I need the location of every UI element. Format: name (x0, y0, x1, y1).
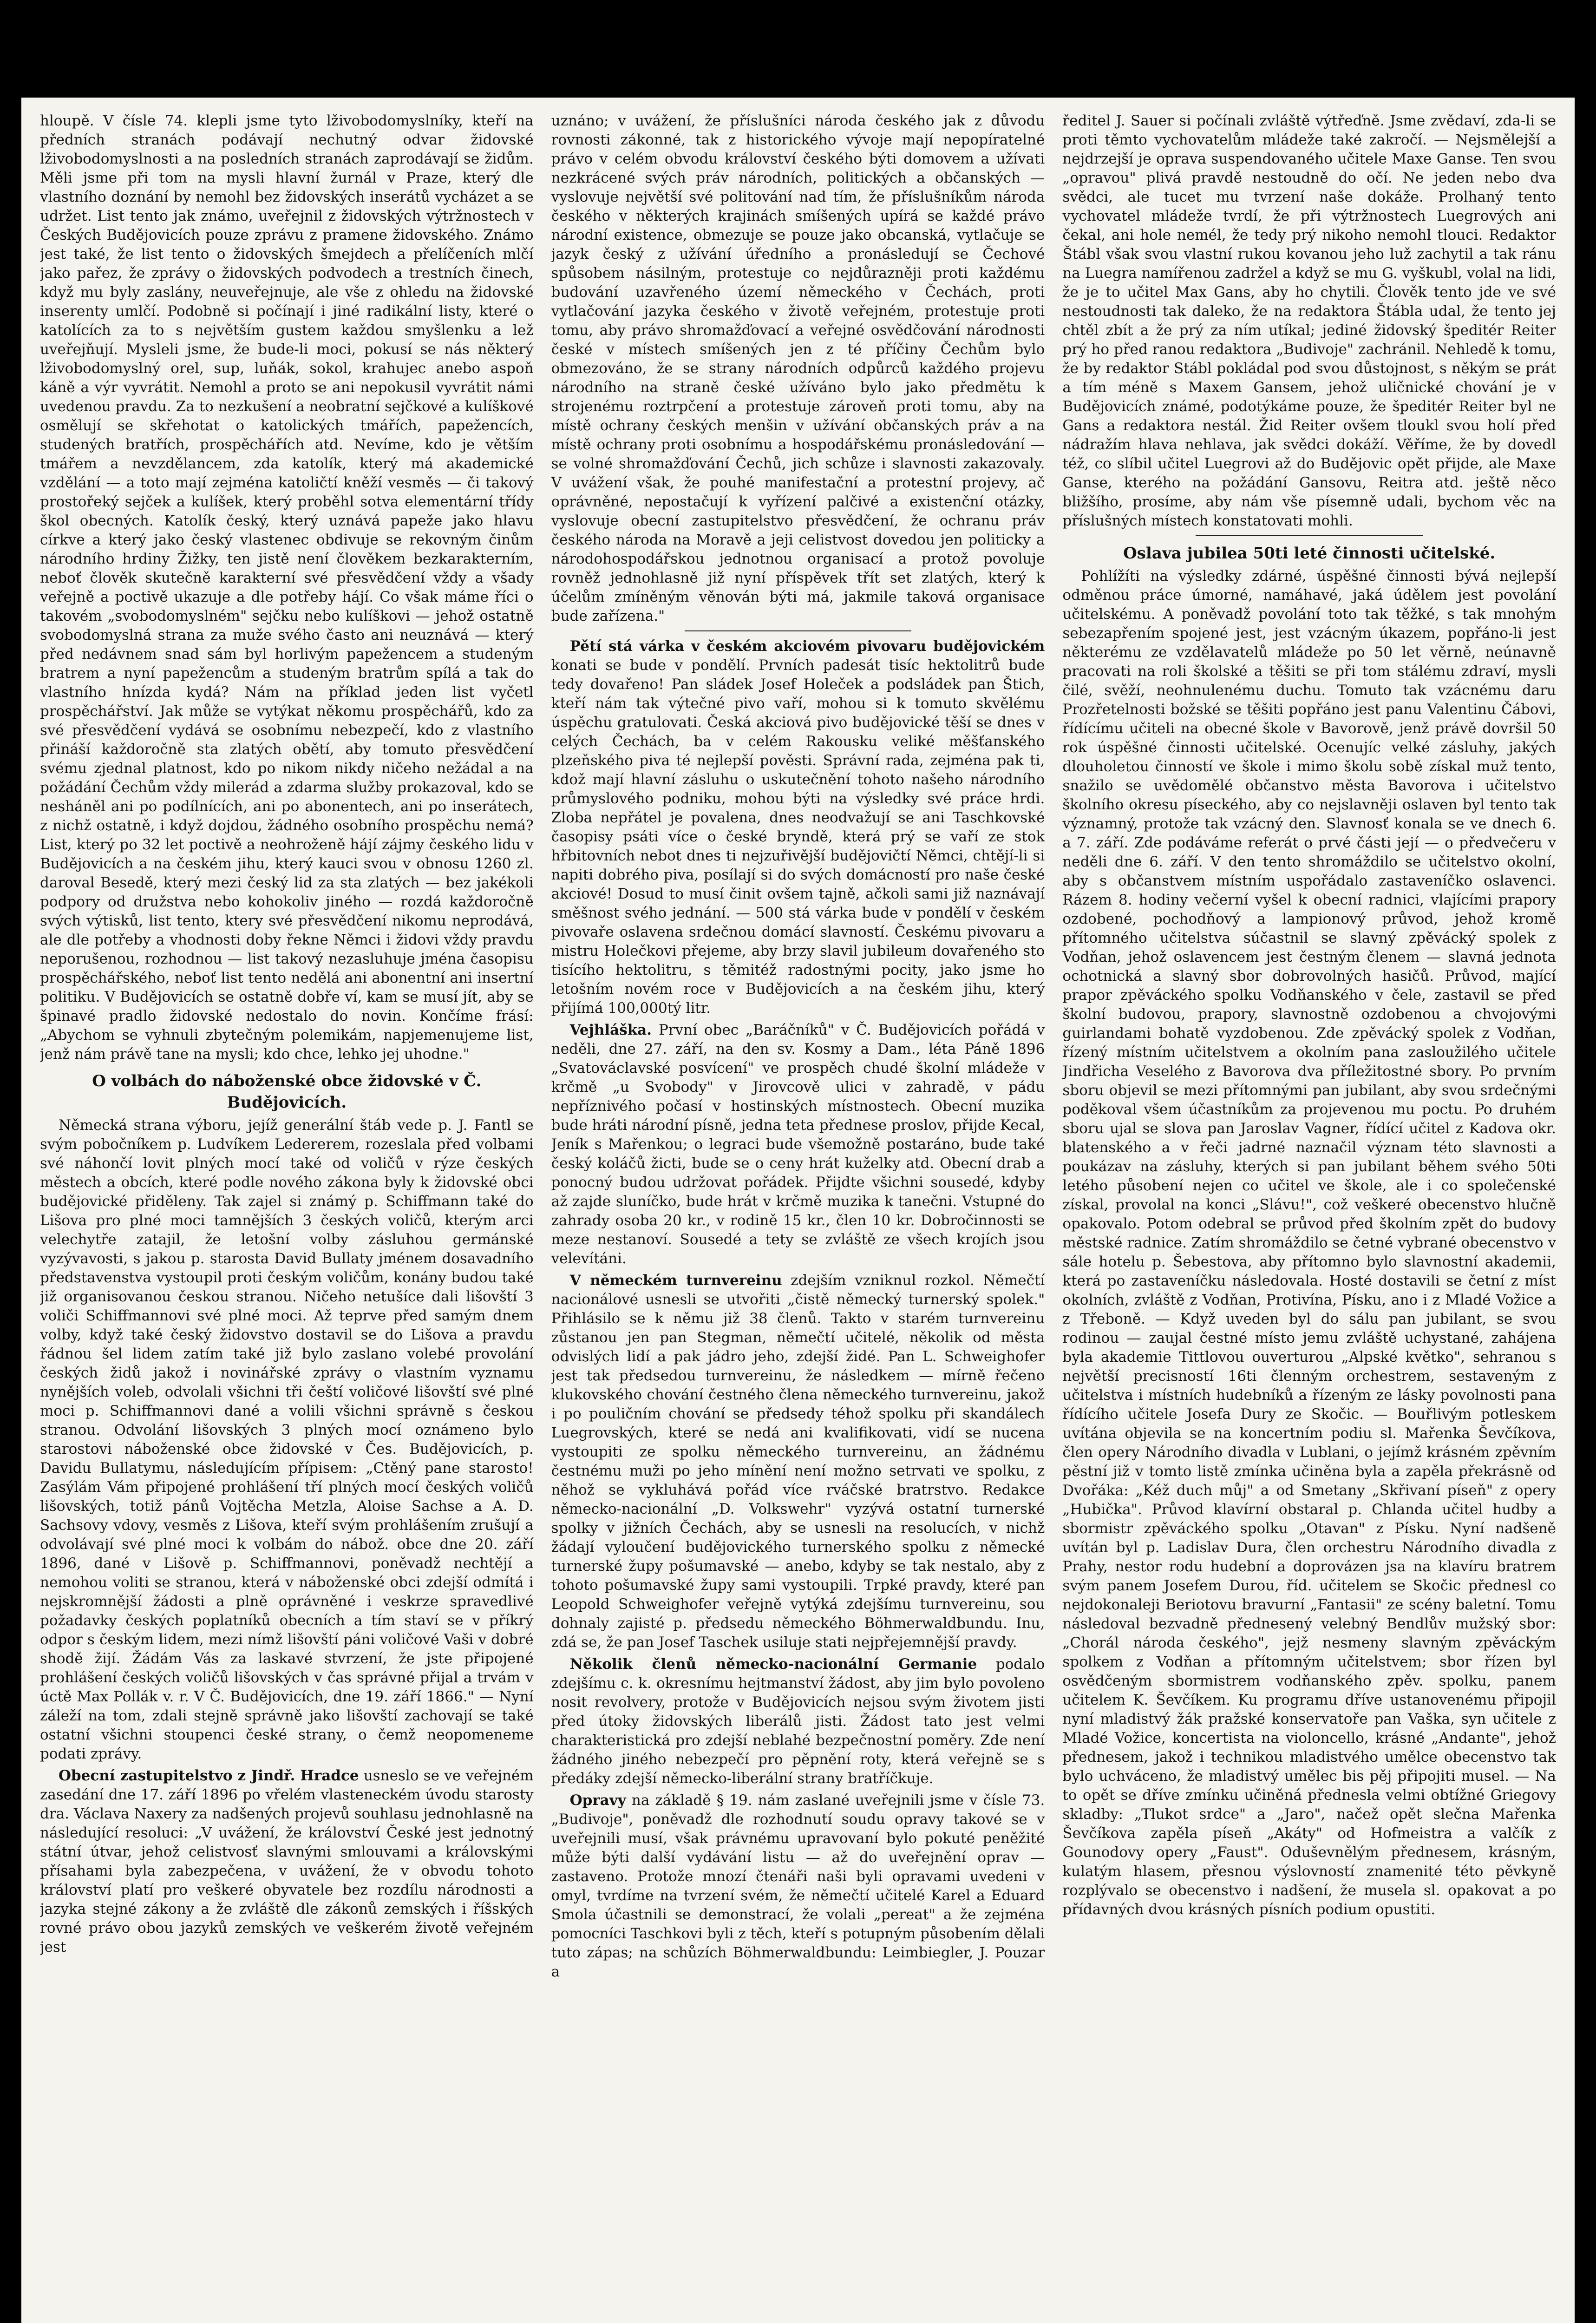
article-paragraph: uznáno; v uvážení, že příslušníci národa českého jak z důvodu rovnosti zákonné, tak z historického vývoje mají nepopíratelné právo v celém obvodu království českého býti domovem a užívati nezkrácené svých práv národních, politických a občanských — vyslovuje největší své politování nad tím, že příslušníkům národa českého v některých krajinách smíšených upírá se každé právo národní existence, obmezuje se pouze jako obcanská, vytlačuje se jazyk český z užívání úředního a pronásledují se Čechové spůsobem násilným, protestuje co nejdůrazněji proti každému budování uzavřeného území německého v Čechách, proti vytlačování jazyka českého v životě veřejném, protestuje proti tomu, aby právo shromažďovací a veřejné osvědčování národnosti české v místech smíšených jen z té příčiny Čechům bylo obmezováno, že se strany národních odpůrců každého projevu národního na straně české užíváno bylo jako předmětu k strojenému roztrpčení a protestuje zároveň proti tomu, aby na místě ochrany českých menšin v užívání občanských práv a na místě ochrany proti osobnímu a hospodářskému pronásledování — se volné shromažďování Čechů, jich schůze i slavnosti zakazovaly. V uvážení však, že pouhé manifestační a protestní projevy, ač oprávněné, nepostačují k vyřízení palčivé a existenční otázky, vyslovuje obecní zastupitelstvo přesvědčení, že ochranu práv českého národa na Moravě a jeji celistvost dovedou jen politicky a národohospodářskou jednotnou organisací a protož povoluje rovněž jednohlasně již nyní příspěvek třít set zlatých, který k účelům zmíněným věnován býti má, jakmile taková organisace bude zařízena." (551, 112, 1045, 624)
section-divider (685, 630, 912, 631)
article-paragraph: Pohlížíti na výsledky zdárné, úspěšné činnosti bývá nejlepší odměnou práce úmorné, namáhavé, jaká údělem jest povolání učitelskému. A poněvadž povolání toto tak těžké, s tak mnohým sebezapřením spojené jest, jest vzácným úkazem, popřáno-li jest některému ze vzdělavatelů mládeže po 50 let věrně, neúnavně pracovati na roli školské a těšiti se při tom stálému zdraví, mysli čilé, svěží, neohnulenému duchu. Tomuto tak vzácnému daru Prozřetelnosti božské se těšiti popřáno jest panu Valentinu Čábovi, řídícímu učiteli na obecné škole v Bavorově, jenž právě dovršil 50 rok úspěšné činnosti učitelské. Ocenujíc velké zásluhy, jakých dlouholetou činností ve škole i mimo školu sobě získal muž tento, snažilo se uvědomělé občanstvo města Bavorova i učitelstvo školního okresu píseckého, aby co nejslavněji oslaven byl tento tak významný, protože tak vzácný den. Slavnosť konala se ve dnech 6. a 7. září. Zde podáváme referát o prvé části její — o předvečeru v neděli dne 6. září. V den tento shromáždilo se učitelstvo okolní, aby s občanstvem místním uspořádalo zastaveníčko oslavenci. Rázem 8. hodiny večerní vyšel k obecní radnici, vlajícími prapory ozdobené, pochodňový a lampionový průvod, jehož kromě přítomného učitelstva súčastnil se slavný zpěvácký spolek z Vodňan, jehož oslavencem jest čestným členem — slavná jednota ochotnická a slavný sbor dobrovolných hasičů. Průvod, mající prapor zpěváckého spolku Vodňanského v čele, zastavil se před školní budovou, prapory, slavnostně ozdobenou a chvojovými guirlandami bohatě vyzdobenou. Zde zpěvácký spolek z Vodňan, řízený místním učitelstvem a okolním pana zasloužilého učitele Jindřicha Veselého z Bavorova dva příležitostné sbory. Po prvním sboru objevil se mezi přítomnými pan jubilant, aby svou srdečnými poděkoval všem účastníkům za projevenou mu poctu. Po druhém sboru ujal se slova pan Jaroslav Vagner, řídící učitel z Kadova okr. blatenského a v řeči jadrné naznačil význam této slavnosti a poukázav na zásluhy, kterých si pan jubilant během svého 50ti letého působení nejen co učitel ve škole, ale i co společenské získal, provolal na konci „Slávu!", což veškeré obecenstvo hlučně opakovalo. Potom odebral se průvod před školním zpět do budovy městské radnice. Zatím shromáždilo se četné vybrané obecenstvo v sále hotelu p. Šebestova, aby přítomno bylo slavnostní akademii, která po zastaveníčku následovala. Hosté dostavili se četní z míst okolních, zvláště z Vodňan, Protivína, Písku, ano i z Mladé Vožice a z Třeboně. — Když uveden byl do sálu pan jubilant, se svou rodinou — zaujal čestné místo jemu zvláště uchystané, zahájena byla akademie Tittlovou ouverturou „Alpské květko", sehranou s největší precisností 16ti členným orchestrem, sestaveným z učitelstva i místních hudebníků a řízeným ze lásky povolnosti pana řídícího učitele Josefa Dury ze Skočic. — Bouřlivým potleskem uvítána objevila se na koncertním podiu sl. Mařenka Ševčíkova, člen opery Národního divadla v Lublani, o jejímž krásném zpěvním pěstní již v tomto listě zmínka učiněna byla a zapěla překrásně od Dvořáka: „Kéž duch můj" a od Smetany „Skřivaní píseň" z opery „Hubička". Průvod klavírní obstaral p. Chlanda učitel hudby a sbormistr zpěváckého spolku „Otavan" z Písku. Nyní nadšeně uvítán byl p. Ladislav Dura, člen orchestru Národního divadla z Prahy, nestor rodu hudební a doprovázen jsa na klavíru bratrem svým panem Josefem Durou, říd. učitelem se Skočic přednesl co nejdokonaleji Beriotovu bravurní „Fantasii" ze scény baletní. Tomu následoval bezvadně přednesený velebný Bendlův mužský sbor: „Chorál národa českého", jejž nesmeny slavným zpěváckým spolkem z Vodňan a přítomným učitelstvem; sbor řízen byl osvědčeným sbormistrem vodňanského zpěv. spolku, panem učitelem K. Ševčíkem. Ku programu dříve ustanovenému připojil nyní mladistvý žák pražské konservatoře pan Vaška, syn učitele z Mladé Vožice, koncertista na violoncello, krásné „Andante", jehož přednesem, jakož i technikou mladistvého umělce obecenstvo tak bylo uchváceno, že mladistvý umělec bis pěj připojiti musel. — Na to opět se dříve zmínku učiněná přednesla velmi obtížné Griegovy skladby: „Tlukot srdce" a „Jaro", načež opět slečna Mařenka Ševčíkova zapěla píseň „Akáty" od Hofmeistra a valčík z Gounodovy opery „Faust". Oduševnělým přednesem, krásným, kulatým hlasem, přesnou výslovností znamenité této pěvkyně rozplývalo se obecenstvo i nadšení, že musela sl. opakovat a po přídavných dvou krásných písních podium opustiti. (1062, 568, 1557, 1918)
inline-heading: Pětí stá várka v českém akciovém pivovaru budějovickém (569, 638, 1045, 655)
column-middle (551, 112, 1045, 2323)
inline-heading: Opravy (569, 1792, 626, 1809)
article-paragraph (551, 1271, 1045, 1652)
article-paragraph: Německá strana výboru, jejíž generální štáb vede p. J. Fantl se svým pobočníkem p. Ludvíkem Ledererem, rozeslala před volbami své náhončí lovit plných mocí také od voličů v rýze českých městech a obcích, které podle nového zákona byly k židovské obci budějovické přiděleny. Tak zajel si známý p. Schiffmann také do Lišova pro plné moci tamnějších 3 českých voličů, kterým arci velechytře zatajil, že letošní volby zásluhou germánské vyzývavosti, s jakou p. starosta David Bullaty jménem dosavadního představenstva vystoupil proti českým voličům, konány budou také již organisovanou českou stranou. Ničeho netušíce dali lišovští 3 voliči Schiffmannovi své plné moci. Až teprve před samým dnem volby, když také český židovstvo dostavil se do Lišova a pravdu řádnou šel lidem zatím také již bylo zaslano volebé provolání českých židů jakož i novinářské zprávy o vlastním vyznamu nynějších voleb, odvolali všichni tři čeští voličové lišovští své plné moci p. Schiffmannovi dané a volili všichni správně s českou stranou. Odvolání lišovských 3 plných mocí oznámeno bylo starostovi náboženské obce židovské v Čes. Budějovicích, p. Davidu Bullatymu, následujícím přípisem: „Ctěný pane starosto! Zasýlám Vám připojené prohlášení tří plných mocí českých voličů lišovských, totiž pánů Vojtěcha Metzla, Aloise Sachse a A. D. Sachsovy vdovy, vesměs z Lišova, kteří svým prohlášením zrušují a odvolávají své plné moci k volbám do nábož. obce dne 20. září 1896, dané v Lišově p. Schiffmannovi, poněvadž nechtějí a nemohou voliti se stranou, která v náboženské obci zdejší odmítá i nejskromnější žádosti a plně oprávněné i veskrze spravedlivé požadavky českých poplatníků obecních a tím staví se v příkrý odpor s českým lidem, mezi nímž lišovští páni voličové Vaši v dobré shodě žijí. Žádám Vás za laskavé stvrzení, že jste připojené prohlášení českých voličů lišovských v čas správné přijal a trvám v úctě Max Pollák v. r. V Č. Budějovicích, dne 19. září 1866." — Nyní záleží na tom, zdali stejně správně jako lišovští zachovají se také ostatní všichni stoupenci české strany, o čemž neopomeneme podati zprávy. (40, 1117, 534, 1762)
inline-heading: Několik členů německo-nacionální Germanie (569, 1656, 977, 1673)
article-paragraph (551, 1021, 1045, 1268)
newspaper-page (21, 98, 1575, 2323)
section-divider (1196, 535, 1423, 536)
paragraph-text: na základě § 19. nám zaslané uveřejnili jsme v čísle 73. „Budivoje", poněvadž dle rozhodnutí soudu opravy takové se v uveřejnili musí, však právnému upravovaní bylo pokuté peněžité může býti další vydávání listu — až do uveřejnění oprav — zastaveno. Protože mnozí čtenáři naši byli opravami uvedeni v omyl, tvrdíme na tvrzení svém, že němečtí učitelé Karel a Eduard Smola účastnili se demonstrací, že volali „pereat" a že zejména pomocníci Taschkovi byli z těch, kteří s potupným působením dělali tuto zápas; na schůzích Böhmerwaldbundu: Leimbiegler, J. Pouzar a (551, 1792, 1045, 1980)
article-paragraph: hloupě. V čísle 74. klepli jsme tyto lživobodomyslníky, kteří na předních stranách podávají nechutný odvar židovské lživobodomyslnosti a na posledních stranách zaprodávají se židům. Měli jsme při tom na mysli hlavní žurnál v Praze, který dle vlastního doznání by nemohl bez židovských inserátů vycházet a se udržet. List tento jak známo, uveřejnil z židovských výtržnostech v Českých Budějovicích pouze zprávu z pramene židovského. Známo jest také, že list tento o židovských šmejdech a přelíčeních mlčí jako pařez, že zprávy o židovských podvodech a trestních činech, když mu byly zaslány, neuveřejnuje, ale vše z ohledu na židovské inserenty umlčí. Podobně si počínají i jiné radikální listy, které o katolících za to s největším gustem každou smyšlenku a lež uveřejňují. Mysleli jsme, že bude-li moci, pokusí se nás některý lživobodomyslný orel, sup, luňák, sokol, krahujec anebo aspoň káně a výr vyvrátit. Nemohl a proto se ani nepokusil vyvrátit námi uvedenou pravdu. Za to nezkušení a neobratní sejčkové a kulíškové osmělují se skřehotat o katolických tmářích, papežencích, studených bratřích, prospěchářích atd. Nevíme, kdo je větším tmářem a nevzdělancem, zda katolík, který má akademické vzdělání — a toto mají zejména katoličtí kněží vesměs — či takový prostořeký sejček a kulíšek, který proběhl sotva elementární třídy škol obecných. Katolík český, který uznává papeže jako hlavu církve a který jako český vlastenec obdivuje se rekovným činům národního hrdiny Žižky, ten jistě není člověkem bezkarakterním, neboť člověk skutečně karakterní své přesvědčení vždy a všady veřejně a poctivě ukazuje a dle potřeby hájí. Co však máme říci o takovém „svobodomyslném" sejčku nebo kulíškovi — jehož ostatně svobodomyslná strana za muže svého často ani neuznává — který před nedávnem snad sám byl horlivým papežencem a studeným bratrem a nyní papežencům a studeným bratrům spílá a tak do vlastního hnízda kydá? Nám na příklad jeden list vyčetl prospěchářství. Jak může se vytýkat někomu prospěchářů, kdo za své přesvědčení vydává se osobnímu nebezpečí, kdo z vlastního přináší každoročně sta zlatých obětí, aby tomuto přesvědčení svému zjednal platnost, kdo po nikom nikdy ničeho nežádal a na požádání Čechům vždy milerád a zdarma služby prokazoval, kdo se nesháněl ani po podílnících, ani po abonentech, ani po inserátech, z nichž ostatně, i když dojdou, žádného osobního prospěchu nemá? List, který po 32 let poctivě a neohroženě hájí zájmy českého lidu v Budějovicích a na českém jihu, který kauci svou v obnosu 1260 zl. daroval Besedě, který mezi český lid za sta zlatých — bez jakékoli podpory od družstva nebo kohokoliv jiného — rozdá každoročně svých výtisků, list tento, ktery své přesvědčení nikomu neprodává, ale dle potřeby a vhodnosti doby řekne Němci i židovi vždy pravdu neporušenou, rozhodnou — list takový nezasluhuje jména časopisu prospěchářského, neboť list tento nedělá ani abonentní ani insertní politiku. V Budějovicích se ostatně dobře ví, kam se musí jít, aby se špinavé pradlo židovské nedostalo do novin. Končíme frásí: „Abychom se vyhnuli zbytečným polemikám, napjemenujeme list, jenž nám právě tane na mysli; kdo chce, lehko jej uhodne." (40, 112, 534, 1063)
article-paragraph (40, 1766, 534, 1957)
paragraph-text: zdejším vzniknul rozkol. Němečtí nacionálové usnesli se utvořiti „čistě německý turnerský spolek." Přihlásilo se k němu již 38 členů. Takto v starém turnvereinu zůstanou jen pan Stegman, němečtí učitelé, několik od města odvislých lidí a pak jádro jeho, zdejší židé. Pan L. Schweighofer jest tak předsedou turnvereinu, že následkem — mírně řečeno klukovského chování čestného člena německého turnvereinu, jakož i po pouličním chování se předsedy téhož spolku při skandálech Luegrovských, které se nedá ani kvalifikovati, vidí se nucena vystoupiti ze spolku německého turnvereinu, an žádnému čestnému muži po jeho mínění není možno setrvati ve spolku, z něhož se vykluhává pořád více rváčské bratrstvo. Redakce německo-nacionální „D. Volkswehr" vyzývá ostatní turnerské spolky v jižních Čechách, aby se usnesli na resolucích, v nichž žádají vyloučení budějovického turnerského spolku z německé turnerské župy pošumavské — anebo, kdyby se tak nestalo, aby z tohoto pošumavské župy sami vystoupili. Trpké pravdy, které pan Leopold Schweighofer veřejně vytýká zdejšímu turnvereinu, sou dohnaly zajisté p. předsedu německého Böhmerwaldbundu. Inu, zdá se, že pan Josef Taschek usiluje stati nejpřejemnější pravdy. (551, 1272, 1045, 1651)
article-paragraph (551, 637, 1045, 1018)
article-heading: O volbách do náboženské obce židovské v Č. Budějovicích. (92, 1072, 482, 1112)
paragraph-text: První obec „Baráčníků" v Č. Budějovicích pořádá v neděli, dne 27. září, na den sv. Kosmy a Dam., léta Páně 1896 „Svatováclavské posvícení" ve prospěch chudé školní mládeže v krčmě „u Svobody" v Jirovcově ulici v zahradě, v pádu nepříznivého počasí v hostinských místnostech. Obecní muzika bude hráti národní písně, jedna teta přednese proslov, přijde Kecal, Jeník s Mařenkou; o legraci bude všemožně postaráno, bude také český koláčů žicti, bude se o ceny hrát kuželky atd. Obecní drab a ponocný budou udržovat pořádek. Přijdte všichni sousedé, kdyby až zajde sluníčko, bude hrát v krčmě muzika k tanečni. Vstupné do zahrady osoba 20 kr., v rodině 15 kr., člen 10 kr. Dobročinnosti se meze nestanoví. Sousedé a tety se zvláště ze všech krojích jsou velevítáni. (551, 1022, 1045, 1267)
column-left (40, 112, 534, 2323)
inline-heading: Obecní zastupitelstvo z Jindř. Hradce (59, 1767, 359, 1784)
article-paragraph (551, 1791, 1045, 1982)
paragraph-text: usneslo se ve veřejném zasedání dne 17. září 1896 po vřelém vlasteneckém úvodu starosty dra. Václava Naxery za nadšených projevů souhlasu jednohlasně na následující resoluci: „V uvážení, že království České jest jednotný státní útvar, jehož celistvosť slavnými smlouvami a královskými přísahami byla zabezpečena, v uvážení, že v obvodu tohoto království platí pro veškeré obyvatele bez rozdílu národnosti a jazyka stejné zákony a že zvláště dle zákonů zemských i říšských rovné právo obou jazyků zemských ve veškerém životě veřejném jest (40, 1767, 534, 1956)
article-paragraph: ředitel J. Sauer si počínali zvláště výtřeďně. Jsme zvědaví, zda-li se proti těmto vychovatelům mládeže také zakročí. — Nejsmělejší a nejdrzejší je oprava suspendovaného učitele Maxe Ganse. Ten svou „opravou" plivá pravdě nestoudně do očí. Ne jeden nebo dva svědci, ale tucet mu tvrzení naše dokáže. Prolhaný tento vychovatel mládeže tvrdí, že při výtržnostech Luegrových ani čekal, ani hole nemél, že tedy prý nikoho nemohl tlouci. Redaktor Štábl však svou vlastní rukou kovanou jeho luž zachytil a tak ránu na Luegra namířenou zadržel a když se mu G. vyškubl, volal na lidi, že je to učitel Max Gans, aby ho chytili. Člověk tento jde ve své nestoudnosti tak daleko, že na redaktora Štábla udal, že tento jej chtěl zbít a že prý za ním utíkal; jediné židovský špeditér Reiter prý ho před ranou redaktora „Budivoje" zachránil. Nehledě k tomu, že by redaktor Stábl pokládal pod svou důstojnost, s někým se prát a tím méně s Maxem Gansem, jehož uličnické chování je v Budějovicích známé, podotýkáme pouze, že špeditér Reiter byl ne Gans a redaktora nestál. Žid Reiter ovšem tloukl svou holí před nádražím hlava nehlava, jak svědci dokáží. Věříme, že by dovedl též, co slíbil učitel Luegrovi až do Budějovic opět přijde, ale Maxe Ganse, kterého na požádání Gansovu, Reitra atd. ještě něco bližšího, prosíme, aby nám vše písemně udali, bychom věc na příslušných místech konstatovati mohli. (1062, 112, 1557, 529)
article-heading: Oslava jubilea 50ti leté činnosti učitelské. (1123, 544, 1496, 563)
paragraph-text: podalo zdejšímu c. k. okresnímu hejtmanství žádost, aby jim bylo povoleno nosit revolvery, protože v Budějovicích nejsou svým životem jisti před útoky židovských liberálů jisti. Žádost tato jest velmi charakteristická pro zdejší neblahé bezpečnostní poměry. Zde není žádného jiného nebezpečí pro pěpnění roty, která veřejně se s předáky zdejší německo-liberální strany bratříčkuje. (551, 1656, 1045, 1787)
inline-heading: V německém turnvereinu (569, 1272, 782, 1289)
article-paragraph (551, 1655, 1045, 1788)
inline-heading: Vejhláška. (569, 1022, 652, 1038)
column-right (1062, 112, 1556, 2323)
paragraph-text: konati se bude v pondělí. Prvních padesát tisíc hektolitrů bude tedy dovařeno! Pan sládek Josef Holeček a podsládek pan Štich, kteří nám tak výtečné pivo vaří, mohou si k tomuto skvělému úspěchu gratulovati. Česká akciová pivo budějovické těší se dnes v celých Čechách, ba v celém Rakousku veliké měšťanského plzeňského piva té nejlepší pověsti. Správní rada, zejména pak ti, kdož mají hlavní zásluhu o uskutečnění tohoto našeho národního průmyslového podniku, mohou býti na výsledky své práce hrdi. Zloba nepřátel je povalena, dnes neodvažují se ani Taschkovské časopisy psáti více o české bryndě, která prý se vaří ze stok hřbitovních nebot dnes ti nejzuřivější budějovičtí Němci, chtějí-li si napiti dobrého piva, posílají si do svých domácností pro naše české akciové! Dosud to musí činit ovšem tajně, ačkoli sami již naznávají směšnost svého jednání. — 500 stá várka bude v pondělí v českém pivovaře oslavena srdečnou domácí slavností. Českému pivovaru a mistru Holečkovi přejeme, aby brzy slavil jubileum dovařeného sto tisícího hektolitru, s těmitéž radostnými pocity, jako jsme ho letošním novém roce v Budějovicích a na českém jihu, který přijímá 100,000tý litr. (551, 657, 1045, 1017)
text-columns (40, 112, 1556, 2323)
